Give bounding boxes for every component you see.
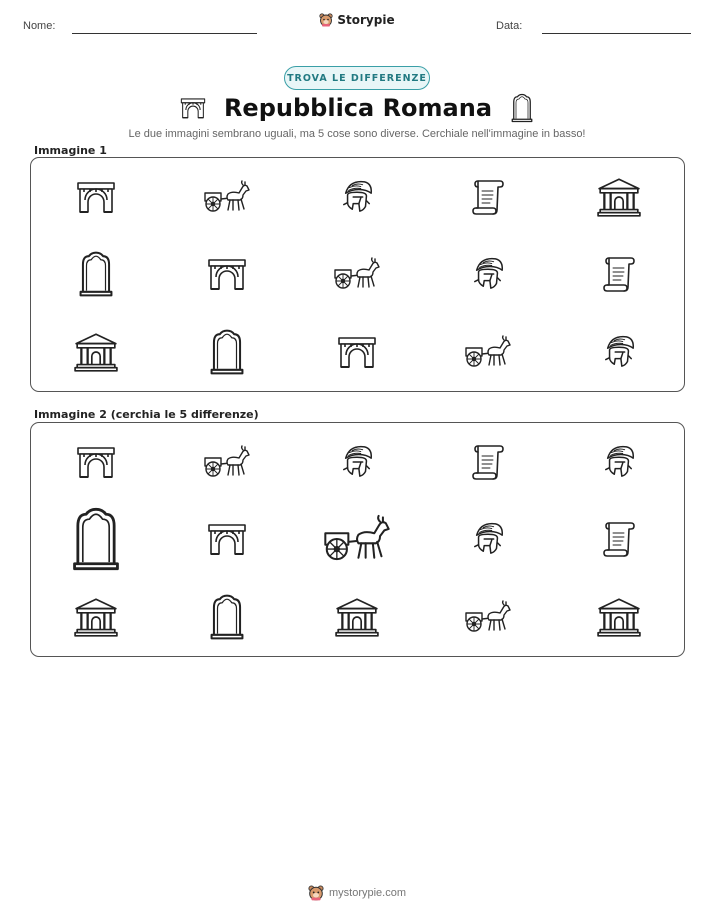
image1-label: Immagine 1: [34, 144, 107, 157]
chariot-icon: [463, 600, 513, 634]
image2-cell-1-2[interactable]: [162, 423, 293, 501]
image1-cell-3-2: [162, 313, 293, 391]
image2-cell-3-1[interactable]: [31, 578, 162, 656]
helmet-icon: [471, 255, 505, 293]
arch-icon: [180, 97, 206, 119]
scroll-icon: [601, 519, 637, 559]
image2-cell-3-5[interactable]: [553, 578, 684, 656]
arch-icon: [207, 522, 247, 556]
date-label: Data:: [496, 20, 523, 32]
bear-logo-icon: [319, 13, 333, 27]
image1-cell-1-1: [31, 158, 162, 236]
arch-icon: [76, 180, 116, 214]
helmet-icon: [340, 443, 374, 481]
chariot-icon: [202, 445, 252, 479]
image1-cell-1-5: [553, 158, 684, 236]
arch-icon: [337, 335, 377, 369]
image2-cell-2-5[interactable]: [553, 501, 684, 579]
image1-cell-2-5: [553, 236, 684, 314]
scroll-icon: [470, 442, 506, 482]
image1-cell-2-2: [162, 236, 293, 314]
image2-cell-1-1[interactable]: [31, 423, 162, 501]
arch-icon: [207, 257, 247, 291]
worksheet-type-badge: TROVA LE DIFFERENZE: [284, 66, 430, 90]
image2-cell-1-3[interactable]: [292, 423, 423, 501]
image2-grid: [31, 423, 684, 656]
temple-icon: [73, 596, 119, 638]
chariot-icon: [202, 180, 252, 214]
image2-panel[interactable]: [30, 422, 685, 657]
tombstone-icon: [68, 506, 124, 572]
name-label: Nome:: [23, 20, 56, 32]
image2-cell-3-4[interactable]: [423, 578, 554, 656]
temple-icon: [73, 331, 119, 373]
brand-name: Storypie: [337, 13, 395, 27]
image1-cell-2-1: [31, 236, 162, 314]
image2-cell-2-4[interactable]: [423, 501, 554, 579]
tombstone-icon: [208, 593, 246, 641]
image2-label: Immagine 2 (cerchia le 5 differenze): [34, 408, 259, 421]
footer: [0, 885, 714, 904]
chariot-icon: [463, 335, 513, 369]
helmet-icon: [471, 520, 505, 558]
image2-cell-2-3[interactable]: [292, 501, 423, 579]
image1-cell-1-2: [162, 158, 293, 236]
chariot-icon: [321, 514, 393, 564]
arch-icon: [76, 445, 116, 479]
instructions: Le due immagini sembrano uguali, ma 5 cose sono diverse. Cerchiale nell'immagine in basso!: [128, 128, 586, 140]
name-field[interactable]: [72, 33, 257, 34]
footer-url[interactable]: mystorypie.com: [328, 887, 407, 899]
image1-cell-3-3: [292, 313, 423, 391]
temple-icon: [334, 596, 380, 638]
helmet-icon: [602, 443, 636, 481]
image2-cell-2-2[interactable]: [162, 501, 293, 579]
image1-panel: [30, 157, 685, 392]
tombstone-icon: [77, 250, 115, 298]
image1-cell-3-4: [423, 313, 554, 391]
image1-cell-3-1: [31, 313, 162, 391]
temple-icon: [596, 596, 642, 638]
tombstone-icon: [208, 328, 246, 376]
page-title: Repubblica Romana: [223, 94, 493, 122]
scroll-icon: [470, 177, 506, 217]
image1-cell-3-5: [553, 313, 684, 391]
temple-icon: [596, 176, 642, 218]
image2-cell-3-3[interactable]: [292, 578, 423, 656]
helmet-icon: [602, 333, 636, 371]
image1-cell-2-4: [423, 236, 554, 314]
helmet-icon: [340, 178, 374, 216]
image1-cell-2-3: [292, 236, 423, 314]
title-row: [0, 92, 714, 124]
image1-cell-1-3: [292, 158, 423, 236]
image1-grid: [31, 158, 684, 391]
chariot-icon: [332, 257, 382, 291]
image2-cell-1-4[interactable]: [423, 423, 554, 501]
image1-cell-1-4: [423, 158, 554, 236]
tombstone-icon: [510, 93, 534, 123]
image2-cell-2-1[interactable]: [31, 501, 162, 579]
image2-cell-1-5[interactable]: [553, 423, 684, 501]
scroll-icon: [601, 254, 637, 294]
image2-cell-3-2[interactable]: [162, 578, 293, 656]
date-field[interactable]: [542, 33, 691, 34]
bear-logo-icon: [308, 885, 324, 901]
brand-logo: [0, 13, 714, 30]
